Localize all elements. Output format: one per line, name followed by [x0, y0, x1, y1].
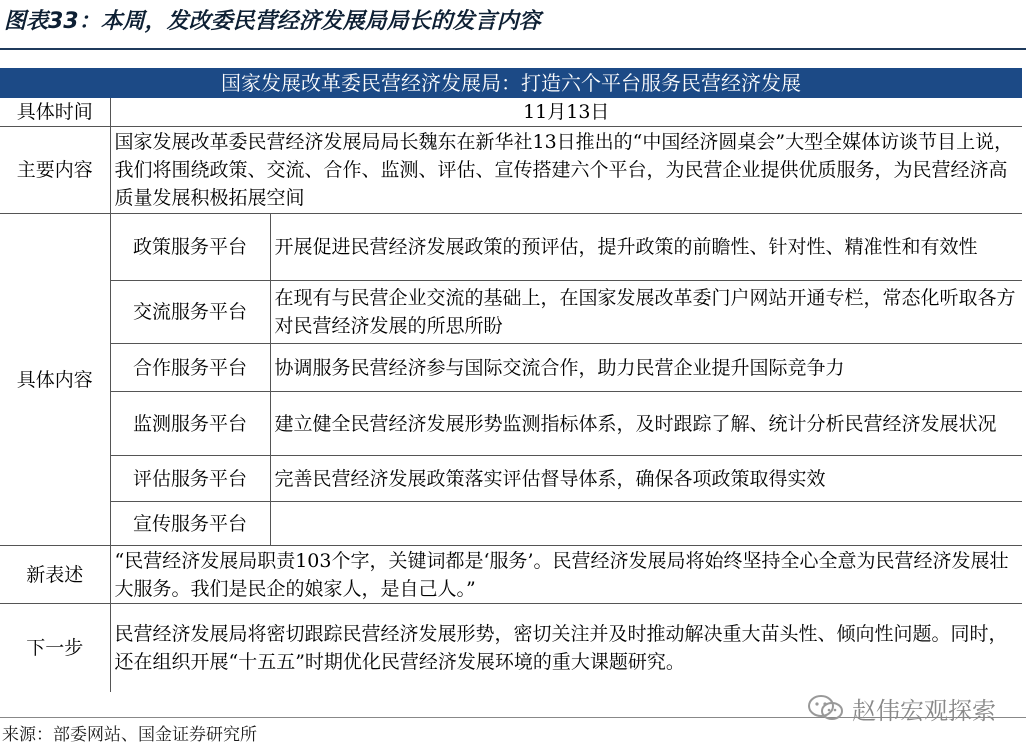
platform-name: 合作服务平台 — [110, 344, 270, 392]
main-value: 国家发展改革委民营经济发展局局长魏东在新华社13日推出的“中国经济圆桌会”大型全媒体访谈节目上说，我们将围绕政策、交流、合作、监测、评估、宣传搭建六个平台，为民营企业提供优质服务，为民营经济高质量发展积极拓展空间 — [110, 127, 1022, 214]
next-step-label: 下一步 — [0, 604, 110, 692]
platform-name: 宣传服务平台 — [110, 502, 270, 546]
title-divider — [0, 48, 1026, 50]
platform-name: 评估服务平台 — [110, 456, 270, 502]
platform-desc: 开展促进民营经济发展政策的预评估，提升政策的前瞻性、针对性、精准性和有效性 — [270, 214, 1022, 281]
platform-desc: 协调服务民营经济参与国际交流合作，助力民营企业提升国际竞争力 — [270, 344, 1022, 392]
policy-table — [0, 68, 1022, 692]
platform-desc: 在现有与民营企业交流的基础上，在国家发展改革委门户网站开通专栏，常态化听取各方对民营经济发展的所思所盼 — [270, 281, 1022, 344]
date-label: 具体时间 — [0, 98, 110, 127]
platform-name: 政策服务平台 — [110, 214, 270, 281]
date-value: 11月13日 — [110, 98, 1022, 127]
new-statement-value: “民营经济发展局职责103个字，关键词都是‘服务’。民营经济发展局将始终坚持全心全意为民营经济发展壮大服务。我们是民企的娘家人，是自己人。” — [110, 546, 1022, 604]
watermark-text: 赵伟宏观探索 — [852, 696, 996, 725]
figure-title: 图表33：本周，发改委民营经济发展局局长的发言内容 — [4, 9, 541, 34]
new-statement-label: 新表述 — [0, 546, 110, 604]
platform-desc — [270, 502, 1022, 546]
watermark — [806, 692, 996, 724]
main-label: 主要内容 — [0, 127, 110, 214]
wechat-icon — [806, 693, 846, 723]
platform-name: 监测服务平台 — [110, 392, 270, 456]
platform-desc: 完善民营经济发展政策落实评估督导体系，确保各项政策取得实效 — [270, 456, 1022, 502]
platform-desc: 建立健全民营经济发展形势监测指标体系，及时跟踪了解、统计分析民营经济发展状况 — [270, 392, 1022, 456]
next-step-value: 民营经济发展局将密切跟踪民营经济发展形势，密切关注并及时推动解决重大苗头性、倾向性问题。同时，还在组织开展“十五五”时期优化民营经济发展环境的重大课题研究。 — [114, 622, 1008, 673]
detail-label: 具体内容 — [0, 214, 110, 546]
platform-name: 交流服务平台 — [110, 281, 270, 344]
source-note: 来源：部委网站、国金证券研究所 — [2, 725, 257, 745]
table-header: 国家发展改革委民营经济发展局：打造六个平台服务民营经济发展 — [0, 68, 1022, 98]
